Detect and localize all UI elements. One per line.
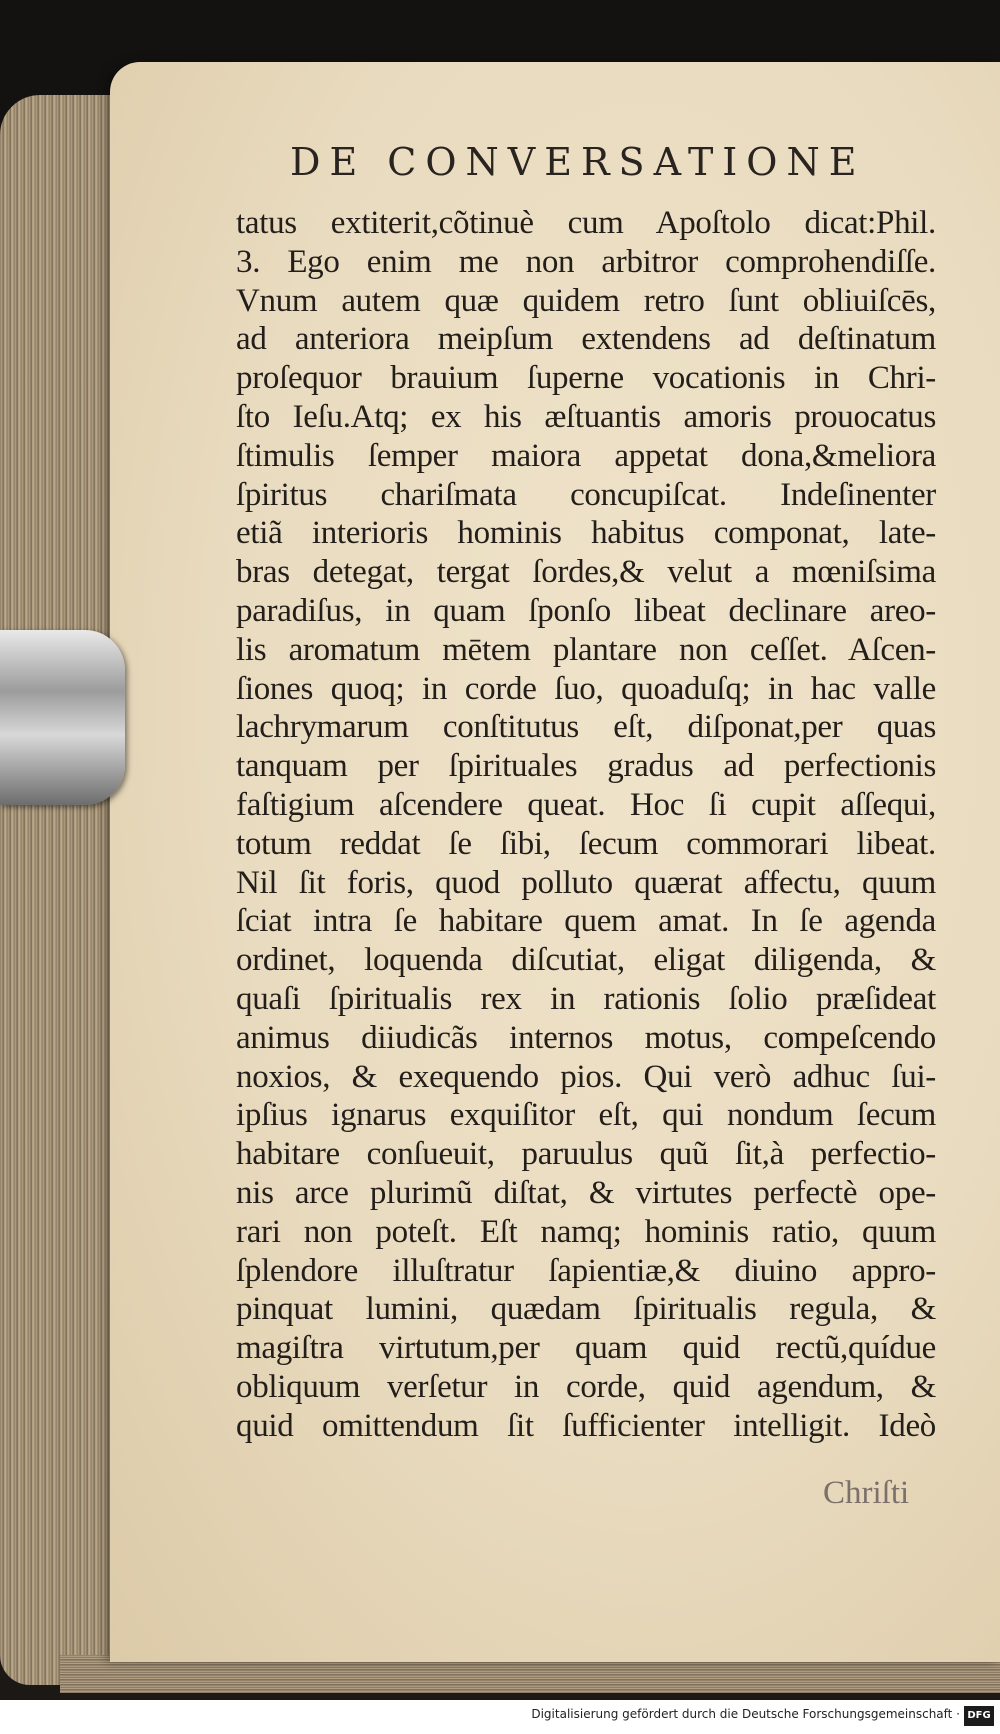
running-head: DE CONVERSATIONE — [290, 140, 866, 184]
text-line: ſplendore illuſtratur ſapientiæ,& diuino appro- — [236, 1252, 936, 1289]
dfg-logo-icon: DFG — [964, 1706, 994, 1726]
body-text — [236, 204, 936, 1446]
text-line: ſpiritus chariſmata concupiſcat. Indeſinenter — [236, 476, 936, 513]
text-line: quid omittendum ſit ſufficienter intelligit. Ideò — [236, 1407, 936, 1444]
catchword: Chriſti — [823, 1475, 910, 1511]
text-line: 3. Ego enim me non arbitror comprohendiſſe. — [236, 243, 936, 280]
text-line: lis aromatum mētem plantare non ceſſet. Aſcen- — [236, 631, 936, 668]
text-line: pinquat lumini, quædam ſpiritualis regula, & — [236, 1291, 936, 1328]
book-clip — [0, 630, 125, 805]
text-line: etiã interioris hominis habitus componat, late- — [236, 515, 936, 552]
text-line: habitare conſueuit, paruulus quũ ſit,à perfectio- — [236, 1136, 936, 1173]
text-line: noxios, & exequendo pios. Qui verò adhuc ſui- — [236, 1058, 936, 1095]
text-line: totum reddat ſe ſibi, ſecum commorari libeat. — [236, 825, 936, 862]
text-line: rari non poteſt. Eſt namq; hominis ratio, quum — [236, 1213, 936, 1250]
text-line: ſtimulis ſemper maiora appetat dona,&meliora — [236, 437, 936, 474]
text-line: paradiſus, in quam ſponſo libeat declinare areo- — [236, 592, 936, 629]
text-line: animus diiudicãs internos motus, compeſcendo — [236, 1019, 936, 1056]
text-line: ordinet, loquenda diſcutiat, eligat diligenda, & — [236, 942, 936, 979]
text-line: obliquum verſetur in corde, quid agendum, & — [236, 1368, 936, 1405]
text-line: ad anteriora meipſum extendens ad deſtinatum — [236, 321, 936, 358]
text-line: magiſtra virtutum,per quam quid rectũ,quídue — [236, 1330, 936, 1367]
text-line: Vnum autem quæ quidem retro ſunt obliuiſcēs, — [236, 282, 936, 319]
text-line: tatus extiterit,cõtinuè cum Apoſtolo dicat:Phil. — [236, 205, 936, 241]
text-line: Nil ſit foris, quod polluto quærat affectu, quum — [236, 864, 936, 901]
footer-credit: Digitalisierung gefördert durch die Deutsche Forschungsgemeinschaft · — [531, 1707, 960, 1721]
text-line: proſequor brauium ſuperne vocationis in Chri- — [236, 360, 936, 397]
text-line: faſtigium aſcendere queat. Hoc ſi cupit aſſequi, — [236, 786, 936, 823]
text-line: lachrymarum conſtitutus eſt, diſponat,per quas — [236, 709, 936, 746]
text-line: ſiones quoq; in corde ſuo, quoaduſq; in hac valle — [236, 670, 936, 707]
text-line: ſciat intra ſe habitare quem amat. In ſe agenda — [236, 903, 936, 940]
text-line: tanquam per ſpirituales gradus ad perfectionis — [236, 748, 936, 785]
footer-bar — [0, 1700, 1000, 1734]
text-line: bras detegat, tergat ſordes,& velut a mœniſsima — [236, 554, 936, 591]
text-line: nis arce plurimũ diſtat, & virtutes perfectè ope- — [236, 1174, 936, 1211]
text-line: ſto Ieſu.Atq; ex his æſtuantis amoris prouocatus — [236, 398, 936, 435]
text-line: quaſi ſpiritualis rex in rationis ſolio præſideat — [236, 980, 936, 1017]
text-line: ipſius ignarus exquiſitor eſt, qui nondum ſecum — [236, 1097, 936, 1134]
